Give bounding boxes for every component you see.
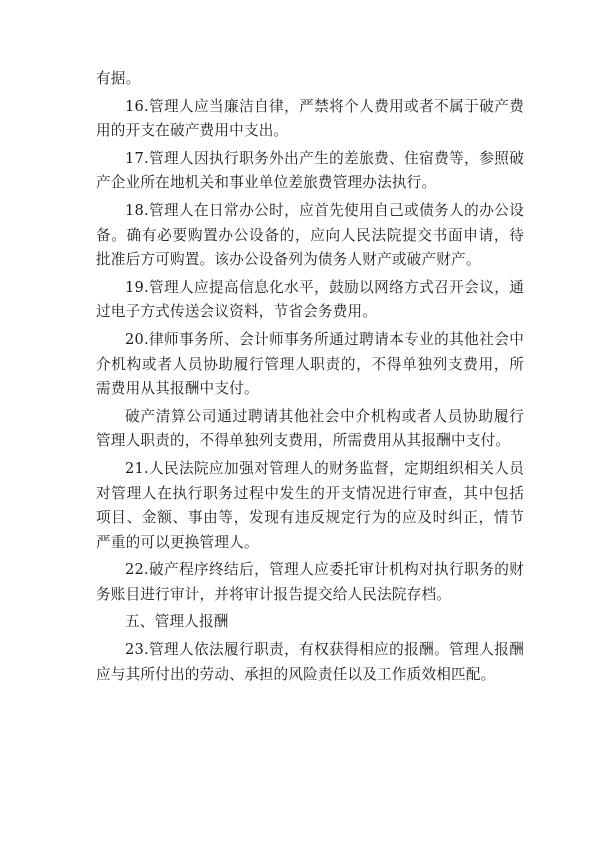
paragraph-23: 23.管理人依法履行职责，有权获得相应的报酬。管理人报酬应与其所付出的劳动、承担的风险责任以及工作质效相匹配。: [96, 641, 524, 683]
paragraph-17: 17.管理人因执行职务外出产生的差旅费、住宿费等，参照破产企业所在地机关和事业单位差旅费管理办法执行。: [96, 149, 524, 192]
paragraph-16: 16.管理人应当廉洁自律，严禁将个人费用或者不属于破产费用的开支在破产费用中支出。: [96, 97, 524, 140]
paragraph-18: 18.管理人在日常办公时，应首先使用自己或债务人的办公设备。确有必要购置办公设备的，应向人民法院提交书面申请，待批准后方可购置。该办公设备列为债务人财产或破产财产。: [96, 201, 524, 269]
paragraph-continuation: 有据。: [96, 70, 141, 87]
paragraph-19: 19.管理人应提高信息化水平，鼓励以网络方式召开会议，通过电子方式传送会议资料，节省会务费用。: [96, 278, 524, 321]
paragraph-22: 22.破产程序终结后，管理人应委托审计机构对执行职务的财务账目进行审计，并将审计报告提交给人民法院存档。: [96, 561, 524, 603]
document-body: [96, 67, 524, 690]
section-heading: 五、管理人报酬: [125, 613, 229, 631]
paragraph-21: 21.人民法院应加强对管理人的财务监督，定期组织相关人员对管理人在执行职务过程中发生的开支情况进行审查，其中包括项目、金额、事由等，发现有违反规定行为的应及时纠正，情节严重的可以更换管理人。: [96, 459, 524, 551]
paragraph-20-supplement: 破产清算公司通过聘请其他社会中介机构或者人员协助履行管理人职责的，不得单独列支费用，所需费用从其报酬中支付。: [96, 407, 524, 450]
paragraph-20: 20.律师事务所、会计师事务所通过聘请本专业的其他社会中介机构或者人员协助履行管理人职责的，不得单独列支费用，所需费用从其报酬中支付。: [96, 330, 524, 398]
